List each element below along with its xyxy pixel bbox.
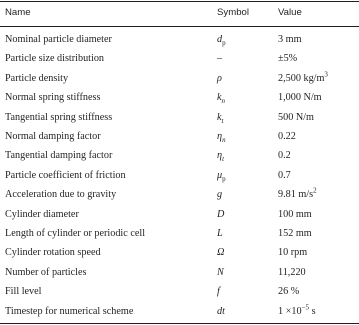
parameter-value: 2,500 $kg/m^3$ [278, 70, 328, 84]
parameter-name: Cylinder diameter [5, 208, 79, 220]
table-row [0, 31, 359, 49]
parameter-symbol: $d_p$ [217, 34, 226, 48]
parameter-symbol: – [217, 53, 223, 65]
parameter-symbol: $\mu_p$ [217, 169, 226, 183]
parameter-value: 26 % [278, 286, 300, 298]
parameter-name: Number of particles [5, 266, 87, 278]
parameter-value: 152 mm [278, 228, 312, 239]
table-row [0, 264, 359, 282]
parameter-name: Acceleration due to gravity [5, 189, 117, 201]
parameter-value: 9.81 $m/s^2$ [278, 186, 317, 201]
table-row [0, 283, 359, 301]
parameter-name: Tangential spring stiffness [5, 111, 113, 123]
parameter-value: 3 mm [278, 34, 302, 45]
parameter-symbol: D [217, 208, 225, 220]
table-row [0, 206, 359, 224]
parameter-name: Cylinder rotation speed [5, 247, 101, 259]
parameter-value: 500 N/m [278, 111, 314, 123]
table-row [0, 70, 359, 88]
parameter-symbol: f [217, 286, 220, 298]
parameter-name: Normal spring stiffness [5, 92, 101, 104]
table-header-rule [0, 26, 359, 27]
parameter-symbol: dt [217, 305, 225, 317]
table-bottom-rule [0, 323, 359, 324]
parameter-value: 0.2 [278, 150, 291, 162]
parameter-symbol: g [217, 189, 223, 201]
parameter-name: Fill level [5, 286, 42, 298]
header-value: Value [278, 7, 302, 18]
table-row [0, 89, 359, 107]
parameter-name: Particle coefficient of friction [5, 169, 126, 181]
parameter-symbol: $k_t$ [217, 111, 224, 125]
parameter-name: Length of cylinder or periodic cell [5, 228, 146, 239]
parameter-name: Timestep for numerical scheme [5, 305, 134, 317]
table-row [0, 186, 359, 204]
parameter-symbol: $\eta_t$ [217, 150, 225, 164]
parameter-value: $1 \times 10^{-5}$ s [278, 303, 316, 317]
table-row [0, 147, 359, 165]
table-row [0, 128, 359, 146]
table-row [0, 244, 359, 262]
table-top-rule [0, 1, 359, 2]
parameter-symbol: Ω [217, 247, 225, 259]
parameter-value: 0.7 [278, 169, 291, 181]
table-row [0, 109, 359, 127]
parameter-symbol: $\eta_n$ [217, 131, 226, 145]
parameter-name: Particle density [5, 72, 69, 84]
parameter-name: Particle size distribution [5, 53, 105, 65]
parameter-value: 10 rpm [278, 247, 308, 259]
header-name: Name [5, 7, 31, 18]
parameter-symbol: ρ [217, 72, 222, 84]
parameter-symbol: N [217, 266, 224, 278]
parameter-value: 0.22 [278, 131, 296, 142]
table-row [0, 303, 359, 321]
parameter-symbol: L [217, 228, 223, 239]
parameter-name: Nominal particle diameter [5, 34, 112, 45]
parameter-value: 100 mm [278, 208, 312, 220]
header-symbol: Symbol [217, 7, 249, 18]
table-row [0, 167, 359, 185]
table-row [0, 225, 359, 243]
parameter-symbol: $k_n$ [217, 92, 226, 106]
parameter-value: 1,000 N/m [278, 92, 322, 104]
parameter-value: 11,220 [278, 266, 306, 278]
parameter-name: Tangential damping factor [5, 150, 113, 162]
table-header-row [0, 4, 359, 22]
parameter-value: ±5% [278, 53, 298, 65]
table-row [0, 50, 359, 68]
parameter-name: Normal damping factor [5, 131, 101, 142]
